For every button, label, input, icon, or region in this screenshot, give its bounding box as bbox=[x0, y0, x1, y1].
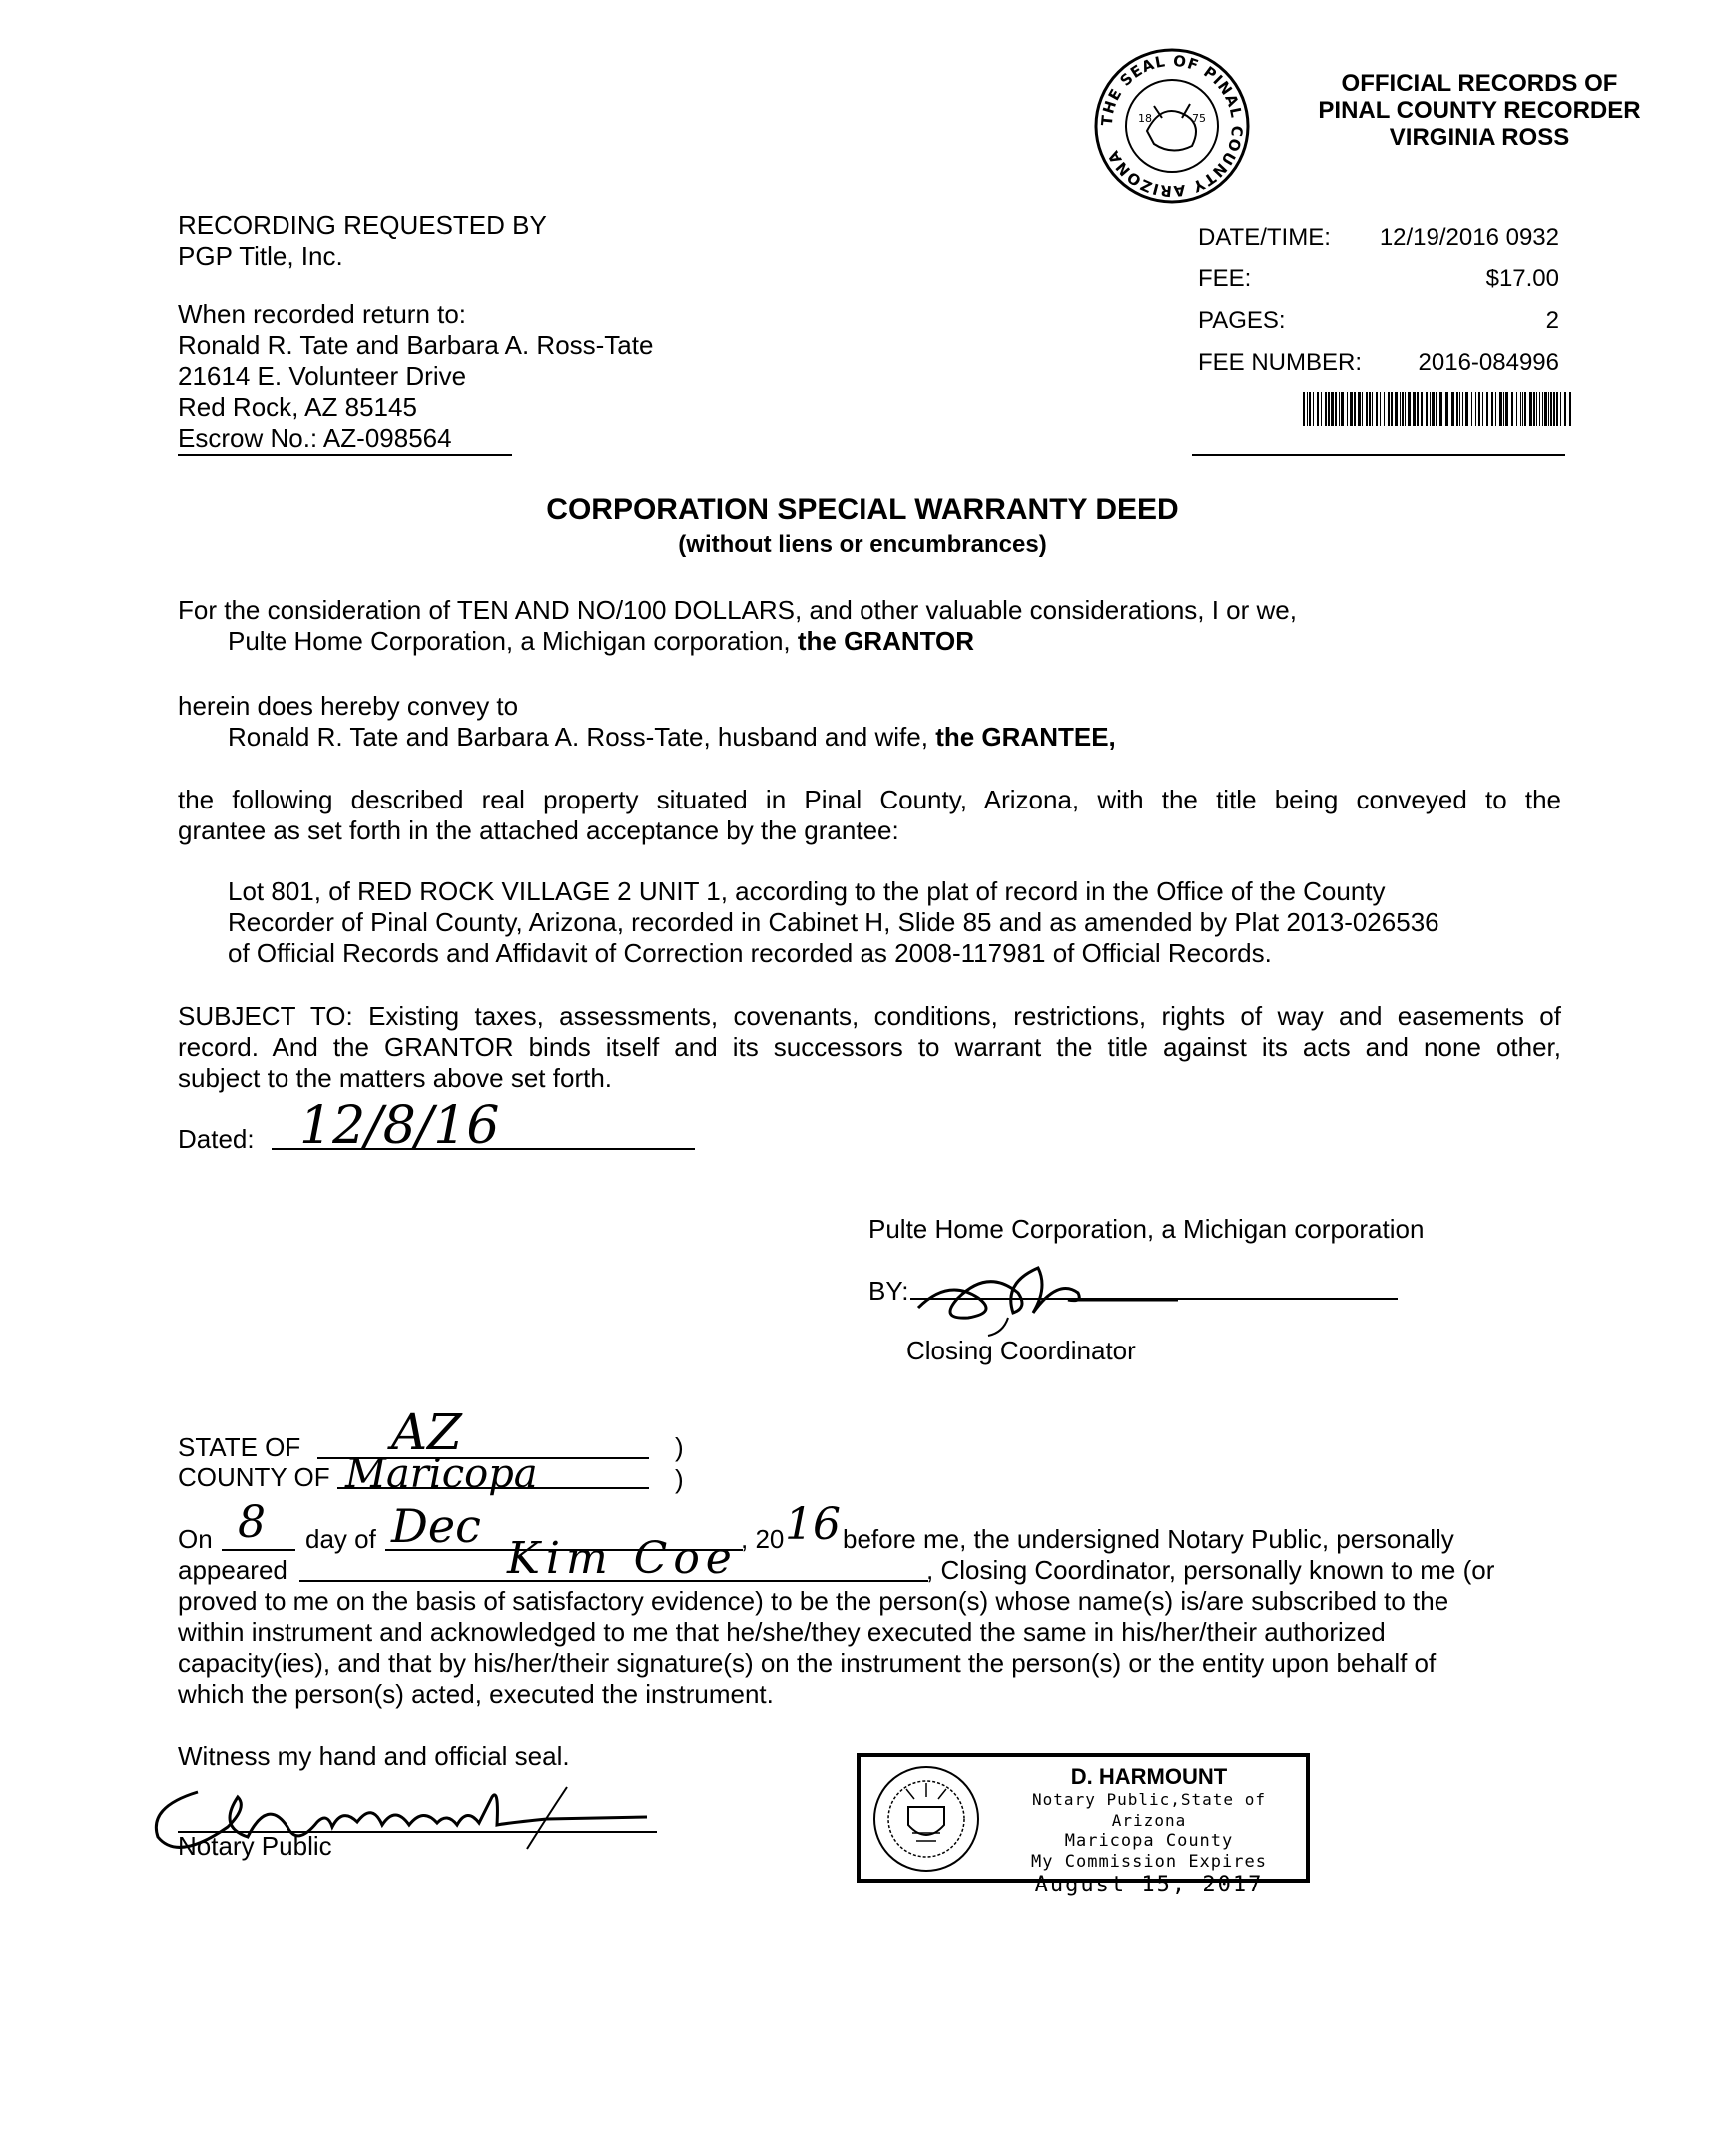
subject-line-1: SUBJECT TO: Existing taxes, assessments, covenants, conditions, restrictions, rights of way and easements of bbox=[178, 1001, 1561, 1031]
consideration-text: For the consideration of TEN AND NO/100 DOLLARS, and other valuable considerations, I or we, bbox=[178, 595, 1297, 625]
county-paren: ) bbox=[675, 1464, 684, 1494]
grantor-name: Pulte Home Corporation, a Michigan corporation, bbox=[228, 626, 791, 656]
notary-state: Notary Public,State of Arizona bbox=[1032, 1790, 1266, 1830]
barcode-bar bbox=[1522, 392, 1523, 426]
barcode-bar bbox=[1465, 392, 1468, 426]
barcode bbox=[1303, 392, 1572, 426]
barcode-bar bbox=[1372, 392, 1373, 426]
year-handwritten: 16 bbox=[785, 1499, 841, 1550]
escrow-number: Escrow No.: AZ-098564 bbox=[178, 423, 512, 456]
barcode-bar bbox=[1542, 392, 1543, 426]
state-handwritten: AZ bbox=[391, 1403, 462, 1461]
requested-by-label: RECORDING REQUESTED BY bbox=[178, 210, 547, 240]
barcode-bar bbox=[1511, 392, 1513, 426]
return-to-city: Red Rock, AZ 85145 bbox=[178, 392, 417, 422]
barcode-bar bbox=[1400, 392, 1401, 426]
barcode-bar bbox=[1471, 392, 1472, 426]
svg-text:THE SEAL OF PINAL COUNTY ARIZO bbox=[1098, 52, 1246, 201]
notary-stamp bbox=[857, 1753, 1310, 1897]
property-line-1: the following described real property situated in Pinal County, Arizona, with the title being conveyed to the bbox=[178, 785, 1561, 814]
day-handwritten: 8 bbox=[238, 1497, 266, 1548]
subject-line-2: record. And the GRANTOR binds itself and its successors to warrant the title against its acts and none other, bbox=[178, 1032, 1561, 1062]
notary-public-label: Notary Public bbox=[178, 1831, 332, 1861]
barcode-bar bbox=[1564, 392, 1566, 426]
barcode-bar bbox=[1569, 392, 1571, 426]
notary-name: D. HARMOUNT bbox=[1070, 1764, 1228, 1789]
grantee-label: the GRANTEE, bbox=[935, 722, 1116, 752]
fee-value: $17.00 bbox=[1485, 266, 1559, 292]
signature-company: Pulte Home Corporation, a Michigan corporation bbox=[868, 1214, 1425, 1244]
recording-requested-block bbox=[178, 210, 653, 456]
barcode-bar bbox=[1376, 392, 1378, 426]
seal-year-right: 75 bbox=[1192, 112, 1206, 125]
barcode-bar bbox=[1391, 392, 1393, 426]
header-rule bbox=[1192, 454, 1565, 456]
seal-year-left: 18 bbox=[1138, 112, 1152, 125]
recorder-line-3: VIRGINIA ROSS bbox=[1389, 124, 1570, 151]
barcode-bar bbox=[1432, 392, 1435, 426]
county-handwritten: Maricopa bbox=[345, 1451, 538, 1497]
appeared-label: appeared bbox=[178, 1555, 288, 1585]
day-of-label: day of bbox=[305, 1524, 376, 1554]
barcode-bar bbox=[1436, 392, 1437, 426]
property-line-2: grantee as set forth in the attached acceptance by the grantee: bbox=[178, 815, 899, 845]
notary-county: Maricopa County bbox=[1064, 1831, 1234, 1851]
barcode-bar bbox=[1548, 392, 1549, 426]
ack-line-1: proved to me on the basis of satisfactory evidence) to be the person(s) whose name(s) is/are subscribed to the bbox=[178, 1586, 1449, 1616]
barcode-bar bbox=[1445, 392, 1448, 426]
barcode-bar bbox=[1544, 392, 1547, 426]
barcode-bar bbox=[1358, 392, 1361, 426]
barcode-bar bbox=[1408, 392, 1411, 426]
pages-label: PAGES: bbox=[1198, 307, 1286, 334]
barcode-bar bbox=[1529, 392, 1532, 426]
year-prefix: , 20 bbox=[741, 1524, 785, 1554]
barcode-bar bbox=[1430, 392, 1431, 426]
notary-expires-date: August 15, 2017 bbox=[1034, 1873, 1264, 1897]
fee-number-label: FEE NUMBER: bbox=[1198, 349, 1363, 376]
barcode-bar bbox=[1550, 392, 1552, 426]
barcode-bar bbox=[1328, 392, 1330, 426]
barcode-bar bbox=[1388, 392, 1390, 426]
grantee-name: Ronald R. Tate and Barbara A. Ross-Tate, husband and wife, bbox=[228, 722, 928, 752]
day-line bbox=[222, 1549, 295, 1551]
ack-line-3: capacity(ies), and that by his/her/their signature(s) on the instrument the person(s) or the entity upon behalf of bbox=[178, 1648, 1437, 1678]
on-label: On bbox=[178, 1524, 213, 1554]
ack-body bbox=[178, 1586, 1448, 1710]
barcode-bar bbox=[1335, 392, 1337, 426]
dated-label: Dated: bbox=[178, 1124, 255, 1154]
deed-subtitle: (without liens or encumbrances) bbox=[678, 531, 1047, 558]
ack-line-2: within instrument and acknowledged to me that he/she/they executed the same in his/her/their authorized bbox=[178, 1617, 1386, 1647]
notary-expires-label: My Commission Expires bbox=[1031, 1852, 1267, 1872]
deed-title: CORPORATION SPECIAL WARRANTY DEED bbox=[546, 493, 1179, 526]
barcode-bar bbox=[1426, 392, 1428, 426]
barcode-bar bbox=[1478, 392, 1480, 426]
barcode-bar bbox=[1341, 392, 1344, 426]
barcode-bar bbox=[1366, 392, 1368, 426]
signature-title: Closing Coordinator bbox=[906, 1336, 1136, 1365]
barcode-bar bbox=[1317, 392, 1319, 426]
barcode-bar bbox=[1313, 392, 1314, 426]
convey-text: herein does hereby convey to bbox=[178, 691, 519, 721]
barcode-bar bbox=[1505, 392, 1508, 426]
barcode-bar bbox=[1499, 392, 1502, 426]
legal-line-3: of Official Records and Affidavit of Correction recorded as 2008-117981 of Official Records. bbox=[228, 938, 1272, 968]
barcode-bar bbox=[1413, 392, 1416, 426]
state-label: STATE OF bbox=[178, 1432, 301, 1462]
fee-label: FEE: bbox=[1198, 266, 1252, 292]
barcode-bar bbox=[1384, 392, 1385, 426]
datetime-label: DATE/TIME: bbox=[1198, 224, 1331, 251]
notary-stamp-seal bbox=[870, 1763, 982, 1875]
barcode-bar bbox=[1486, 392, 1488, 426]
return-to-name: Ronald R. Tate and Barbara A. Ross-Tate bbox=[178, 330, 654, 360]
state-paren: ) bbox=[675, 1432, 684, 1462]
barcode-bar bbox=[1417, 392, 1419, 426]
barcode-bar bbox=[1520, 392, 1521, 426]
barcode-bar bbox=[1362, 392, 1363, 426]
barcode-bar bbox=[1560, 392, 1561, 426]
grantor-line bbox=[228, 626, 974, 657]
month-handwritten: Dec bbox=[391, 1499, 481, 1553]
fee-number-value: 2016-084996 bbox=[1418, 349, 1559, 376]
barcode-bar bbox=[1405, 392, 1406, 426]
barcode-bar bbox=[1553, 392, 1555, 426]
barcode-bar bbox=[1456, 392, 1458, 426]
legal-description bbox=[228, 876, 1439, 969]
datetime-value: 12/19/2016 0932 bbox=[1379, 224, 1559, 251]
pages-value: 2 bbox=[1545, 307, 1559, 334]
barcode-bar bbox=[1395, 392, 1398, 426]
dated-handwritten: 12/8/16 bbox=[299, 1096, 500, 1156]
grantor-label: the GRANTOR bbox=[797, 626, 975, 656]
barcode-bar bbox=[1402, 392, 1404, 426]
barcode-bar bbox=[1339, 392, 1340, 426]
barcode-bar bbox=[1459, 392, 1460, 426]
barcode-bar bbox=[1556, 392, 1558, 426]
appeared-handwritten: Kim Coe bbox=[507, 1533, 738, 1584]
subject-line-3: subject to the matters above set forth. bbox=[178, 1063, 613, 1093]
barcode-bar bbox=[1369, 392, 1371, 426]
barcode-bar bbox=[1347, 392, 1348, 426]
recorder-header bbox=[1280, 70, 1679, 151]
requested-by-name: PGP Title, Inc. bbox=[178, 241, 343, 270]
recorder-line-1: OFFICIAL RECORDS OF bbox=[1341, 70, 1618, 97]
appeared-suffix: , Closing Coordinator, personally known to me (or bbox=[926, 1555, 1495, 1585]
legal-line-2: Recorder of Pinal County, Arizona, recorded in Cabinet H, Slide 85 and as amended by Plat 2013-026536 bbox=[228, 907, 1439, 937]
barcode-bar bbox=[1331, 392, 1334, 426]
barcode-bar bbox=[1350, 392, 1353, 426]
notary-stamp-text bbox=[990, 1765, 1308, 1898]
recording-info bbox=[1198, 224, 1559, 377]
county-seal bbox=[1092, 46, 1252, 206]
recorder-line-2: PINAL COUNTY RECORDER bbox=[1318, 97, 1641, 124]
ack-line-4: which the person(s) acted, executed the instrument. bbox=[178, 1679, 774, 1709]
barcode-bar bbox=[1303, 392, 1305, 426]
barcode-bar bbox=[1307, 392, 1308, 426]
barcode-bar bbox=[1495, 392, 1496, 426]
barcode-bar bbox=[1325, 392, 1327, 426]
barcode-bar bbox=[1524, 392, 1526, 426]
barcode-bar bbox=[1451, 392, 1454, 426]
grantor-signature bbox=[908, 1238, 1188, 1338]
legal-line-1: Lot 801, of RED ROCK VILLAGE 2 UNIT 1, according to the plat of record in the Office of the County bbox=[228, 876, 1386, 906]
before-me-text: before me, the undersigned Notary Public, personally bbox=[843, 1524, 1454, 1554]
barcode-bar bbox=[1533, 392, 1535, 426]
return-to-street: 21614 E. Volunteer Drive bbox=[178, 361, 467, 391]
barcode-bar bbox=[1380, 392, 1381, 426]
witness-text: Witness my hand and official seal. bbox=[178, 1741, 570, 1771]
barcode-bar bbox=[1321, 392, 1322, 426]
grantee-line bbox=[228, 722, 1116, 753]
barcode-bar bbox=[1475, 392, 1476, 426]
barcode-bar bbox=[1503, 392, 1504, 426]
barcode-bar bbox=[1536, 392, 1537, 426]
barcode-bar bbox=[1309, 392, 1311, 426]
signature-by-label: BY: bbox=[868, 1276, 909, 1306]
barcode-bar bbox=[1482, 392, 1483, 426]
barcode-bar bbox=[1462, 392, 1463, 426]
return-to-label: When recorded return to: bbox=[178, 299, 467, 329]
barcode-bar bbox=[1516, 392, 1517, 426]
county-label: COUNTY OF bbox=[178, 1462, 330, 1492]
barcode-bar bbox=[1354, 392, 1356, 426]
barcode-bar bbox=[1491, 392, 1493, 426]
barcode-bar bbox=[1439, 392, 1442, 426]
seal-ring-text: THE SEAL OF PINAL COUNTY ARIZONA bbox=[1097, 51, 1247, 201]
barcode-bar bbox=[1421, 392, 1423, 426]
barcode-bar bbox=[1539, 392, 1540, 426]
